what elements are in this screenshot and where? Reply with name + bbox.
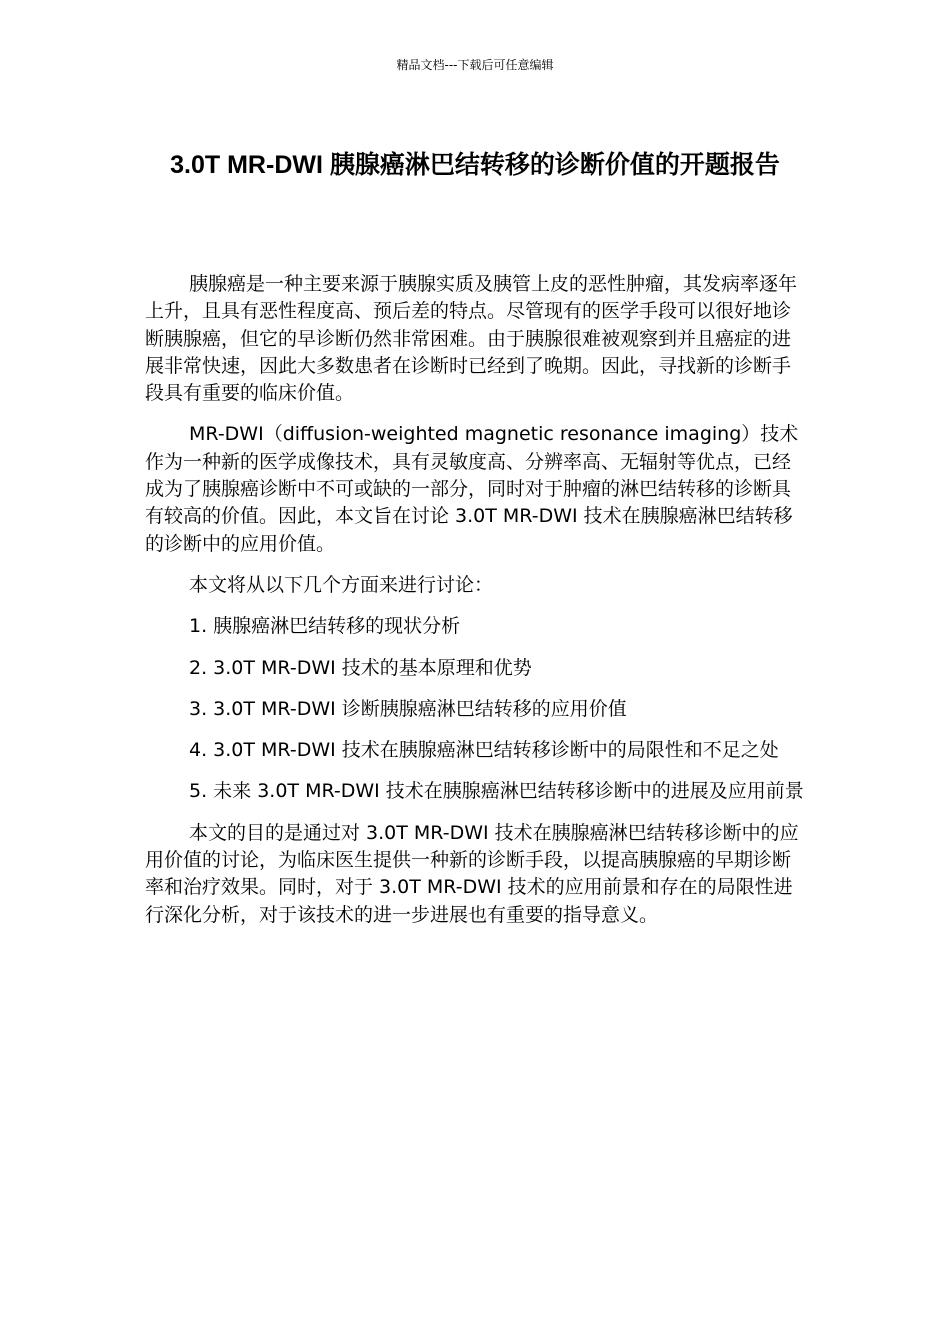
list-item-4: 4. 3.0T MR-DWI 技术在胰腺癌淋巴结转移诊断中的局限性和不足之处 (189, 739, 779, 762)
list-item-2: 2. 3.0T MR-DWI 技术的基本原理和优势 (189, 656, 532, 679)
document-body (145, 271, 807, 943)
list-item-3: 3. 3.0T MR-DWI 诊断胰腺癌淋巴结转移的应用价值 (189, 697, 627, 720)
page-header-note: 精品文档---下载后可任意编辑 (396, 58, 554, 72)
paragraph-intro: 胰腺癌是一种主要来源于胰腺实质及胰管上皮的恶性肿瘤，其发病率逐年上升，且具有恶性程度高、预后差的特点。尽管现有的医学手段可以很好地诊断胰腺癌，但它的早诊断仍然非常困难。由于胰腺很难被观察到并且癌症的进展非常快速，因此大多数患者在诊断时已经到了晚期。因此，寻找新的诊断手段具有重要的临床价值。 (145, 273, 798, 405)
paragraph-outline-intro: 本文将从以下几个方面来进行讨论： (189, 573, 494, 596)
paragraph-mr-dwi: MR-DWI（diffusion-weighted magnetic resonance imaging）技术作为一种新的医学成像技术，具有灵敏度高、分辨率高、无辐射等优点，已经成为了胰腺癌诊断中不可或缺的一部分，同时对于肿瘤的淋巴结转移的诊断具有较高的价值。因此，本文旨在讨论 3.0T MR-DWI 技术在胰腺癌淋巴结转移的诊断中的应用价值。 (145, 423, 799, 555)
list-item-5: 5. 未来 3.0T MR-DWI 技术在胰腺癌淋巴结转移诊断中的进展及应用前景 (189, 780, 804, 803)
paragraph-conclusion: 本文的目的是通过对 3.0T MR-DWI 技术在胰腺癌淋巴结转移诊断中的应用价值的讨论，为临床医生提供一种新的诊断手段，以提高胰腺癌的早期诊断率和治疗效果。同时，对于 3.0T MR-DWI 技术的应用前景和存在的局限性进行深化分析，对于该技术的进一步进展也有重要的指导意义。 (145, 821, 799, 926)
list-item-1: 1. 胰腺癌淋巴结转移的现状分析 (189, 615, 461, 638)
document-title: 3.0T MR-DWI 胰腺癌淋巴结转移的诊断价值的开题报告 (170, 151, 780, 179)
